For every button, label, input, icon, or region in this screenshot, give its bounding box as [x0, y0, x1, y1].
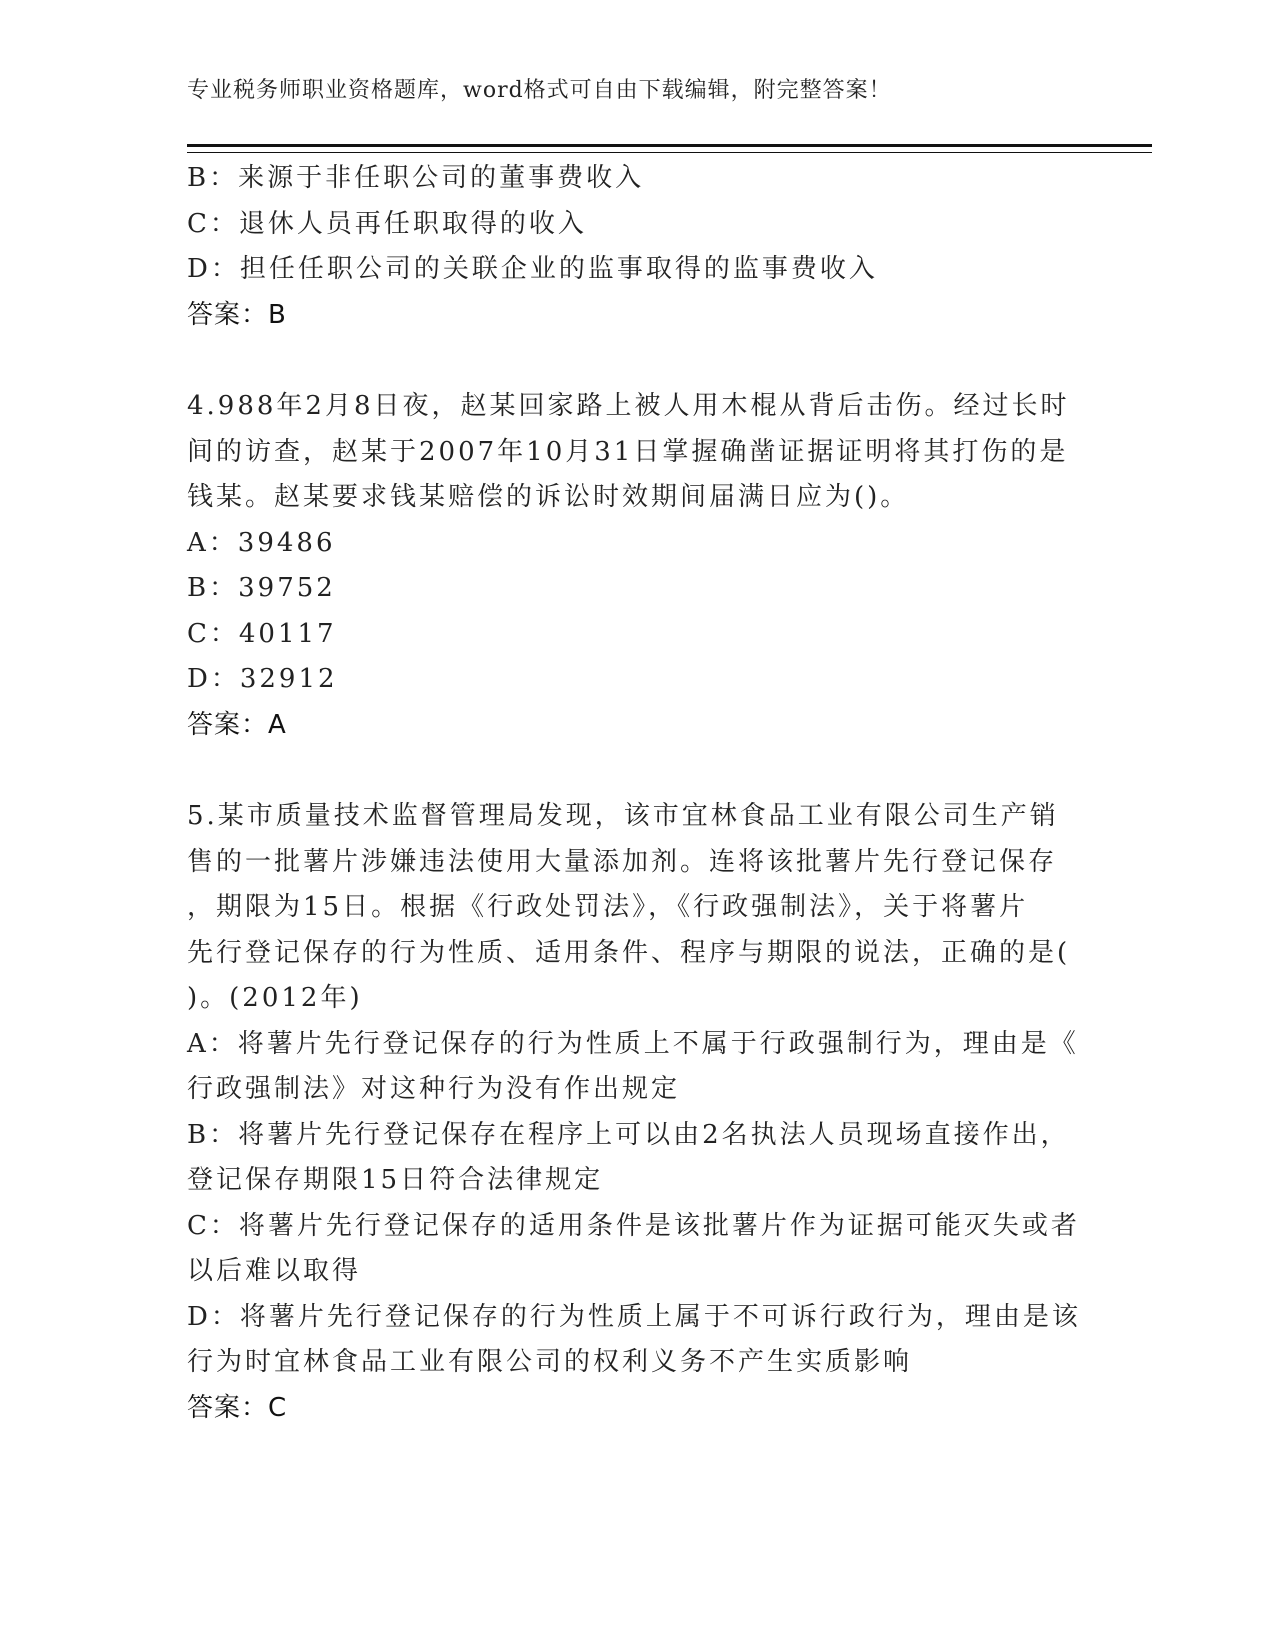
option-d: D：担任任职公司的关联企业的监事取得的监事费收入	[187, 254, 878, 284]
option-b: B：将薯片先行登记保存在程序上可以由2名执法人员现场直接作出，	[187, 1119, 1070, 1150]
stem-line: ，期限为15日。根据《行政处罚法》，《行政强制法》，关于将薯片	[187, 892, 1029, 922]
stem-line: 售的一批薯片涉嫌违法使用大量添加剂。连将该批薯片先行登记保存	[187, 846, 1058, 877]
option-b: B：来源于非任职公司的董事费收入	[187, 163, 645, 193]
option-c: C：退休人员再任职取得的收入	[187, 208, 587, 239]
option-c-continued: 以后难以取得	[187, 1256, 362, 1286]
option-a: A：39486	[187, 527, 336, 558]
stem-line: )。(2012年)	[187, 983, 363, 1013]
question-5-answer: 答案：C	[187, 1392, 288, 1423]
stem-line: 间的访查，赵某于2007年10月31日掌握确凿证据证明将其打伤的是	[187, 436, 1069, 467]
question-4-answer: 答案：A	[187, 709, 287, 740]
question-4-options	[187, 521, 1087, 703]
stem-line: 5.某市质量技术监督管理局发现，该市宜林食品工业有限公司生产销	[187, 801, 1059, 831]
spacer	[187, 748, 1087, 794]
question-4-stem	[187, 384, 1087, 521]
option-b: B：39752	[187, 573, 336, 603]
option-b-continued: 登记保存期限15日符合法律规定	[187, 1165, 604, 1195]
stem-line: 4.988年2月8日夜，赵某回家路上被人用木棍从背后击伤。经过长时	[187, 391, 1070, 421]
stem-line: 先行登记保存的行为性质、适用条件、程序与期限的说法，正确的是(	[187, 937, 1071, 968]
option-d: D：将薯片先行登记保存的行为性质上属于不可诉行政行为，理由是该	[187, 1301, 1081, 1332]
question-3-answer: 答案：B	[187, 299, 287, 330]
option-c: C：将薯片先行登记保存的适用条件是该批薯片作为证据可能灭失或者	[187, 1210, 1080, 1241]
question-5-options	[187, 1022, 1087, 1386]
stem-line: 钱某。赵某要求钱某赔偿的诉讼时效期间届满日应为()。	[187, 482, 910, 512]
page-header: 专业税务师职业资格题库，word格式可自由下载编辑，附完整答案！	[187, 78, 892, 103]
option-c: C：40117	[187, 618, 337, 649]
option-d: D：32912	[187, 664, 338, 694]
question-3-options	[187, 156, 1087, 293]
option-a: A：将薯片先行登记保存的行为性质上不属于行政强制行为，理由是《	[187, 1028, 1079, 1059]
option-d-continued: 行为时宜林食品工业有限公司的权利义务不产生实质影响	[187, 1347, 913, 1377]
header-divider	[187, 144, 1152, 153]
question-5-stem	[187, 794, 1087, 1022]
document-body	[187, 156, 1087, 1431]
spacer	[187, 338, 1087, 384]
option-a-continued: 行政强制法》对这种行为没有作出规定	[187, 1074, 681, 1104]
